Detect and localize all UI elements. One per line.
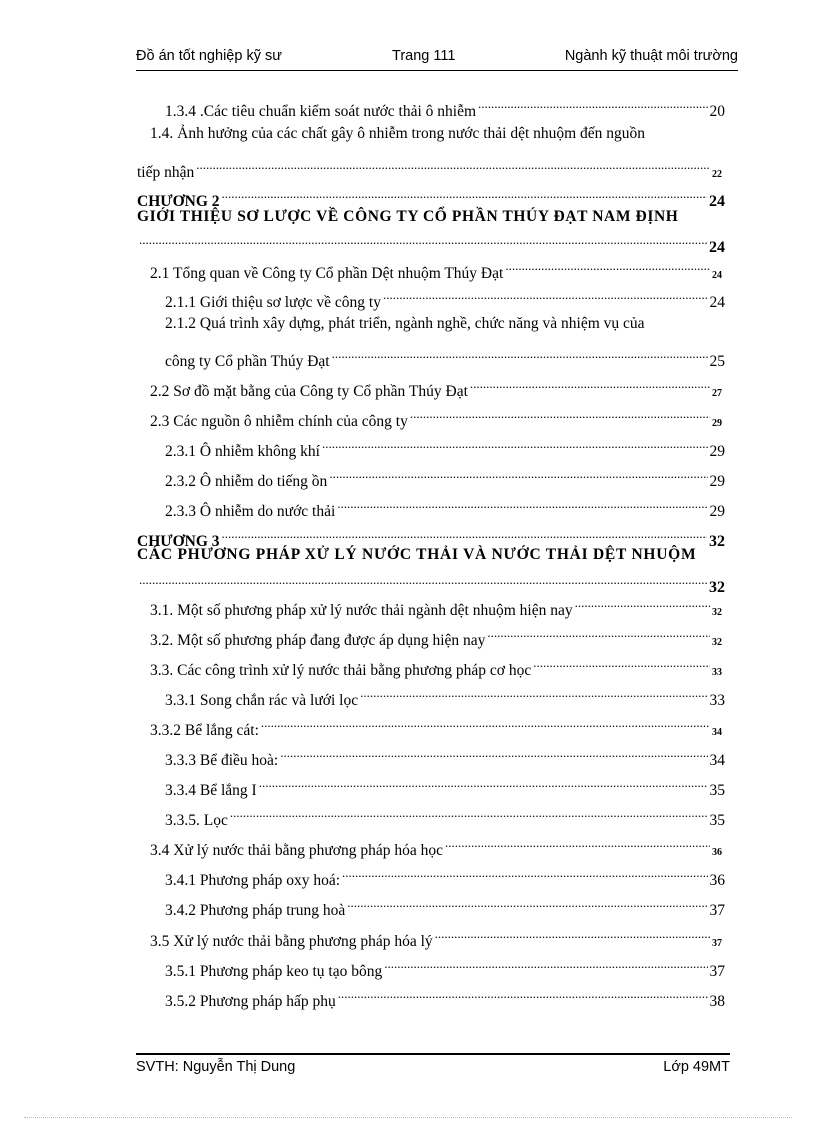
dot-leader bbox=[259, 771, 708, 795]
toc-entry bbox=[150, 402, 722, 430]
dot-leader bbox=[410, 402, 710, 426]
toc-entry bbox=[165, 891, 725, 919]
header-department: Ngành kỹ thuật môi trường bbox=[564, 48, 738, 64]
toc-entry-title: 2.1.2 Quá trình xây dựng, phát triển, ngành nghề, chức năng và nhiệm vụ của bbox=[165, 315, 645, 332]
toc-entry-page: 22 bbox=[712, 169, 722, 180]
toc-entry-page: 33 bbox=[709, 692, 725, 709]
toc-entry-title: công ty Cổ phần Thúy Đạt bbox=[165, 353, 330, 370]
toc-entry bbox=[165, 861, 725, 889]
dot-leader bbox=[261, 711, 710, 735]
toc-entry-title: 3.5 Xử lý nước thải bằng phương pháp hóa lý bbox=[150, 933, 433, 950]
chapter-title: GIỚI THIỆU SƠ LƯỢC VỀ CÔNG TY CỔ PHẦN THÚY ĐẠT NAM ĐỊNH bbox=[137, 208, 679, 225]
toc-entry-title: 3.4.1 Phương pháp oxy hoá: bbox=[165, 872, 341, 889]
dot-leader bbox=[383, 283, 708, 307]
toc-entry bbox=[165, 952, 725, 980]
chapter-label: CHƯƠNG 3 bbox=[137, 533, 220, 550]
dot-leader bbox=[505, 254, 710, 278]
toc-entry bbox=[165, 681, 725, 709]
dot-leader bbox=[332, 342, 708, 366]
toc-entry-title: 3.4 Xử lý nước thải bằng phương pháp hóa học bbox=[150, 842, 443, 859]
toc-entry-title: 3.3.4 Bể lắng I bbox=[165, 782, 257, 799]
toc-entry bbox=[150, 621, 722, 649]
toc-entry bbox=[165, 342, 725, 370]
header-thesis-label: Đồ án tốt nghiệp kỹ sư bbox=[136, 48, 282, 64]
dot-leader bbox=[196, 153, 710, 177]
toc-entry-page: 37 bbox=[709, 902, 725, 919]
toc-entry-page: 29 bbox=[712, 418, 722, 429]
toc-entry-title: 2.3.2 Ô nhiễm do tiếng ồn bbox=[165, 473, 328, 490]
toc-entry bbox=[165, 432, 725, 460]
toc-entry bbox=[165, 771, 725, 799]
toc-entry bbox=[165, 283, 725, 311]
chapter-title: CÁC PHƯƠNG PHÁP XỬ LÝ NƯỚC THẢI VÀ NƯỚC THẢI DỆT NHUỘM bbox=[137, 546, 697, 563]
dot-leader bbox=[384, 952, 707, 976]
toc-entry bbox=[150, 711, 722, 739]
toc-chapter-continuation bbox=[137, 228, 725, 256]
toc-entry-title: 2.1.1 Giới thiệu sơ lược về công ty bbox=[165, 294, 381, 311]
toc-entry bbox=[150, 831, 722, 859]
dot-leader bbox=[342, 861, 707, 885]
dot-leader bbox=[230, 801, 708, 825]
toc-entry-title: 3.2. Một số phương pháp đang được áp dụng hiện nay bbox=[150, 632, 486, 649]
toc-entry bbox=[150, 591, 722, 619]
dot-leader bbox=[139, 228, 707, 252]
toc-entry bbox=[165, 462, 725, 490]
dot-leader bbox=[329, 462, 707, 486]
chapter-page: 24 bbox=[709, 239, 725, 256]
chapter-page: 32 bbox=[709, 579, 725, 596]
toc-entry-title: 3.1. Một số phương pháp xử lý nước thải ngành dệt nhuộm hiện nay bbox=[150, 602, 573, 619]
toc-entry-page: 24 bbox=[709, 294, 725, 311]
toc-entry-title: 3.5.2 Phương pháp hấp phụ bbox=[165, 993, 336, 1010]
toc-entry-page: 29 bbox=[709, 473, 725, 490]
toc-entry-page: 29 bbox=[709, 443, 725, 460]
toc-entry-title: 2.3.1 Ô nhiễm không khí bbox=[165, 443, 320, 460]
toc-entry-title: 3.3.2 Bể lắng cát: bbox=[150, 722, 259, 739]
footer-class: Lớp 49MT bbox=[663, 1059, 730, 1075]
toc-entry-page: 37 bbox=[712, 938, 722, 949]
dot-leader bbox=[222, 522, 707, 546]
dot-leader bbox=[533, 651, 710, 675]
toc-entry bbox=[165, 92, 725, 120]
toc-entry-page: 34 bbox=[709, 752, 725, 769]
toc-entry-page: 34 bbox=[712, 727, 722, 738]
chapter-label: CHƯƠNG 2 bbox=[137, 193, 220, 210]
toc-entry-page: 24 bbox=[712, 270, 722, 281]
toc-entry-title: 3.4.2 Phương pháp trung hoà bbox=[165, 902, 346, 919]
toc-entry-title: 3.5.1 Phương pháp keo tụ tạo bông bbox=[165, 963, 383, 980]
toc-entry-page: 33 bbox=[712, 667, 722, 678]
dot-leader bbox=[280, 741, 707, 765]
toc-entry-page: 25 bbox=[709, 353, 725, 370]
dot-leader bbox=[139, 568, 707, 592]
toc-entry-title: 2.3 Các nguồn ô nhiễm chính của công ty bbox=[150, 413, 408, 430]
toc-entry bbox=[165, 982, 725, 1010]
dot-leader bbox=[322, 432, 708, 456]
dot-leader bbox=[360, 681, 707, 705]
toc-entry bbox=[150, 254, 722, 282]
toc-entry bbox=[165, 741, 725, 769]
chapter-page: 32 bbox=[709, 533, 725, 550]
toc-entry bbox=[165, 801, 725, 829]
toc-entry-title: 2.2 Sơ đồ mặt bằng của Công ty Cổ phần Thúy Đạt bbox=[150, 383, 468, 400]
toc-entry-page: 35 bbox=[709, 782, 725, 799]
toc-entry-page: 32 bbox=[712, 607, 722, 618]
dot-leader bbox=[347, 891, 707, 915]
toc-entry-title: 1.4. Ảnh hưởng của các chất gây ô nhiễm trong nước thải dệt nhuộm đến nguồn bbox=[150, 125, 646, 142]
toc-entry-title: 1.3.4 .Các tiêu chuẩn kiểm soát nước thải ô nhiễm bbox=[165, 103, 477, 120]
header-page-number: Trang 111 bbox=[392, 48, 456, 64]
toc-entry-title: 2.1 Tổng quan về Công ty Cổ phần Dệt nhuộm Thúy Đạt bbox=[150, 265, 504, 282]
toc-entry-title: 3.3.3 Bể điều hoà: bbox=[165, 752, 279, 769]
toc-entry-page: 38 bbox=[709, 993, 725, 1010]
page-bottom-divider bbox=[24, 1117, 792, 1118]
toc-entry bbox=[150, 922, 722, 950]
dot-leader bbox=[575, 591, 710, 615]
toc-entry-title: 3.3. Các công trình xử lý nước thải bằng phương pháp cơ học bbox=[150, 662, 532, 679]
toc-entry-page: 35 bbox=[709, 812, 725, 829]
dot-leader bbox=[478, 92, 707, 116]
toc-entry-title: 3.3.1 Song chắn rác và lưới lọc bbox=[165, 692, 359, 709]
page-footer bbox=[136, 1053, 730, 1075]
chapter-page: 24 bbox=[709, 193, 725, 210]
toc-entry-title: 2.3.3 Ô nhiễm do nước thải bbox=[165, 503, 336, 520]
footer-student: SVTH: Nguyễn Thị Dung bbox=[136, 1059, 296, 1075]
toc-entry-page: 29 bbox=[709, 503, 725, 520]
toc-entry-page: 36 bbox=[709, 872, 725, 889]
toc-entry-page: 36 bbox=[712, 847, 722, 858]
toc-entry-title: 3.3.5. Lọc bbox=[165, 812, 228, 829]
toc-entry-page: 27 bbox=[712, 388, 722, 399]
toc-entry bbox=[165, 492, 725, 520]
toc-entry-page: 32 bbox=[712, 637, 722, 648]
toc-entry-page: 37 bbox=[709, 963, 725, 980]
toc-entry bbox=[150, 372, 722, 400]
toc-chapter bbox=[137, 182, 725, 210]
toc-entry-page: 20 bbox=[709, 103, 725, 120]
dot-leader bbox=[435, 922, 710, 946]
toc-entry bbox=[150, 651, 722, 679]
dot-leader bbox=[338, 982, 708, 1006]
dot-leader bbox=[222, 182, 707, 206]
toc-entry bbox=[137, 153, 722, 181]
toc-entry-title: tiếp nhận bbox=[137, 164, 195, 181]
toc-chapter bbox=[137, 522, 725, 550]
dot-leader bbox=[337, 492, 707, 516]
dot-leader bbox=[487, 621, 710, 645]
page-header bbox=[136, 46, 738, 71]
toc-chapter-continuation bbox=[137, 568, 725, 596]
dot-leader bbox=[445, 831, 710, 855]
dot-leader bbox=[470, 372, 710, 396]
